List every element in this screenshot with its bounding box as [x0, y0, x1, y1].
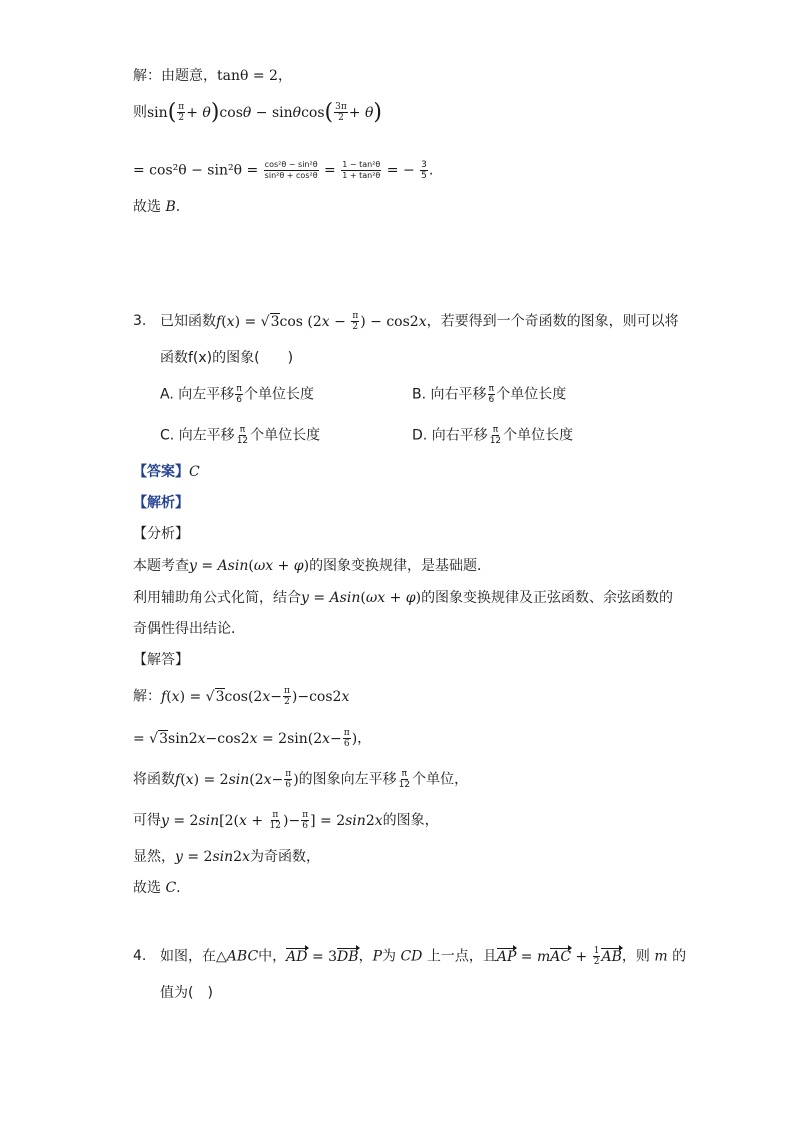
analysis-label	[133, 493, 189, 513]
question-4-stem: 如图，在△ABC中，AD = 3DB，P为 CD 上一点，且AP = mAC + $\frac{1}{2}$ AB，则 m 的	[160, 946, 687, 967]
text: 故选	[133, 880, 161, 896]
answer-line	[133, 462, 200, 482]
text: 个单位长度	[503, 427, 574, 444]
text: 则	[133, 104, 147, 121]
solution-line-2: = √3sin2x−cos2x = 2sin(2x− $\frac{\pi}{6}$ )，	[133, 728, 372, 749]
text: 可得	[133, 812, 161, 829]
fenxi-line-2: 利用辅助角公式化简，结合y = Asin(ωx + φ)的图象变换规律及正弦函数、余弦函数的	[133, 590, 674, 606]
text: 的图象，	[382, 812, 439, 829]
text: 的图象变换规律，是基础题．	[309, 558, 492, 574]
answer-label: 【答案】	[133, 464, 189, 480]
question-4-number: 4.	[133, 948, 147, 964]
question-4-stem-line-2: 值为( )	[160, 985, 213, 1001]
math: = cos²θ − sin²θ =	[133, 162, 259, 179]
option-c[interactable]	[160, 425, 320, 446]
frac-num: π	[236, 384, 242, 394]
text: 利用辅助角公式化简，结合	[133, 590, 301, 606]
text: 上一点，且	[426, 948, 497, 965]
option-letter: D.	[412, 427, 428, 444]
text: 向左平移	[178, 427, 235, 444]
text: 故选	[133, 199, 161, 215]
text: 如图，在	[160, 948, 216, 965]
text: 的图象向左平移	[298, 771, 397, 788]
text: 向右平移	[431, 427, 488, 444]
prev-solution-line-1	[133, 66, 292, 86]
option-letter: C.	[160, 427, 175, 444]
fenxi-line-1: 本题考查y = Asin(ωx + φ)的图象变换规律，是基础题．	[133, 558, 492, 574]
text: ，则	[621, 948, 650, 965]
question-3-number: 3.	[133, 313, 147, 329]
text: 本题考查	[133, 558, 189, 574]
text: ，若要得到一个奇函数的图象，则可以将	[426, 313, 679, 330]
solution-line-5: 显然，y = 2sin2x为奇函数，	[133, 849, 320, 865]
question-3-stem-line-2: 函数f(x)的图象( )	[160, 350, 294, 366]
option-letter: B.	[412, 386, 427, 403]
question-3-stem: 已知函数f(x) = √3cos (2x − $\frac{\pi}{2}$ ) − cos2x，若要得到一个奇函数的图象，则可以将	[160, 311, 679, 332]
fenxi-label: 【分析】	[133, 526, 189, 542]
text: 向右平移	[430, 386, 487, 403]
text: 的	[672, 948, 687, 965]
text: 为	[381, 948, 396, 965]
text: 将函数	[133, 771, 175, 788]
math: tanθ = 2，	[217, 68, 292, 84]
text: ，	[358, 948, 373, 965]
fenxi-line-3: 奇偶性得出结论．	[133, 621, 245, 637]
frac-num: π	[492, 425, 499, 435]
frac-den: 6	[236, 395, 242, 405]
prev-solution-line-3: = cos²θ − sin²θ = $\frac{\text{cos²θ − sin²θ}}{\text{sin²θ + cos²θ}}$ = $\frac{\text{1 − tan²θ}}{\text{1 + tan²θ}}$ = − $\frac{3}{5}$ .	[133, 160, 434, 181]
text: 个单位，	[412, 771, 469, 788]
prev-solution-line-2: 则sin( $\frac{\pi}{2}$ + θ)cosθ − sinθcos( $\frac{3\pi}{2}$ + θ)	[133, 99, 383, 125]
text: 个单位长度	[496, 386, 567, 403]
text: 解：由题意，	[133, 68, 217, 84]
option-b[interactable]	[412, 384, 566, 405]
option-d[interactable]	[412, 425, 573, 446]
text: 解：	[133, 688, 161, 705]
text: 个单位长度	[243, 386, 314, 403]
frac-num: π	[239, 425, 246, 435]
label: 【解析】	[133, 495, 189, 511]
option-a[interactable]	[160, 384, 314, 405]
text: 中，	[258, 948, 287, 965]
frac-num: π	[488, 384, 495, 394]
solution-line-1: 解：f(x) = √3cos(2x− $\frac{\pi}{2}$ )−cos2x	[133, 686, 350, 707]
math: = −	[386, 162, 415, 179]
solution-line-4: 可得y = 2sin[2(x + $\frac{\pi}{12}$ )− $\frac{\pi}{6}$ ] = 2sin2x的图象，	[133, 810, 439, 831]
text: 向左平移	[178, 386, 235, 403]
text: 显然，	[133, 849, 175, 865]
solution-line-6: 故选 C.	[133, 880, 181, 896]
result-num: 3	[421, 160, 427, 170]
result-den: 5	[421, 171, 427, 181]
jieda-label: 【解答】	[133, 652, 189, 668]
solution-line-3: 将函数f(x) = 2sin(2x− $\frac{\pi}{6}$ )的图象向左平移 $\frac{\pi}{12}$ 个单位，	[133, 769, 469, 790]
text: 已知函数	[160, 313, 216, 330]
frac-den: 12	[489, 436, 502, 446]
option-letter: A.	[160, 386, 174, 403]
text: 的图象变换规律及正弦函数、余弦函数的	[421, 590, 674, 606]
text: 为奇函数，	[249, 849, 320, 865]
frac-den: 6	[488, 395, 495, 405]
answer-value: C	[189, 464, 200, 480]
frac-den: 12	[236, 436, 249, 446]
prev-solution-line-4: 故选 B.	[133, 199, 181, 215]
text: 个单位长度	[250, 427, 321, 444]
